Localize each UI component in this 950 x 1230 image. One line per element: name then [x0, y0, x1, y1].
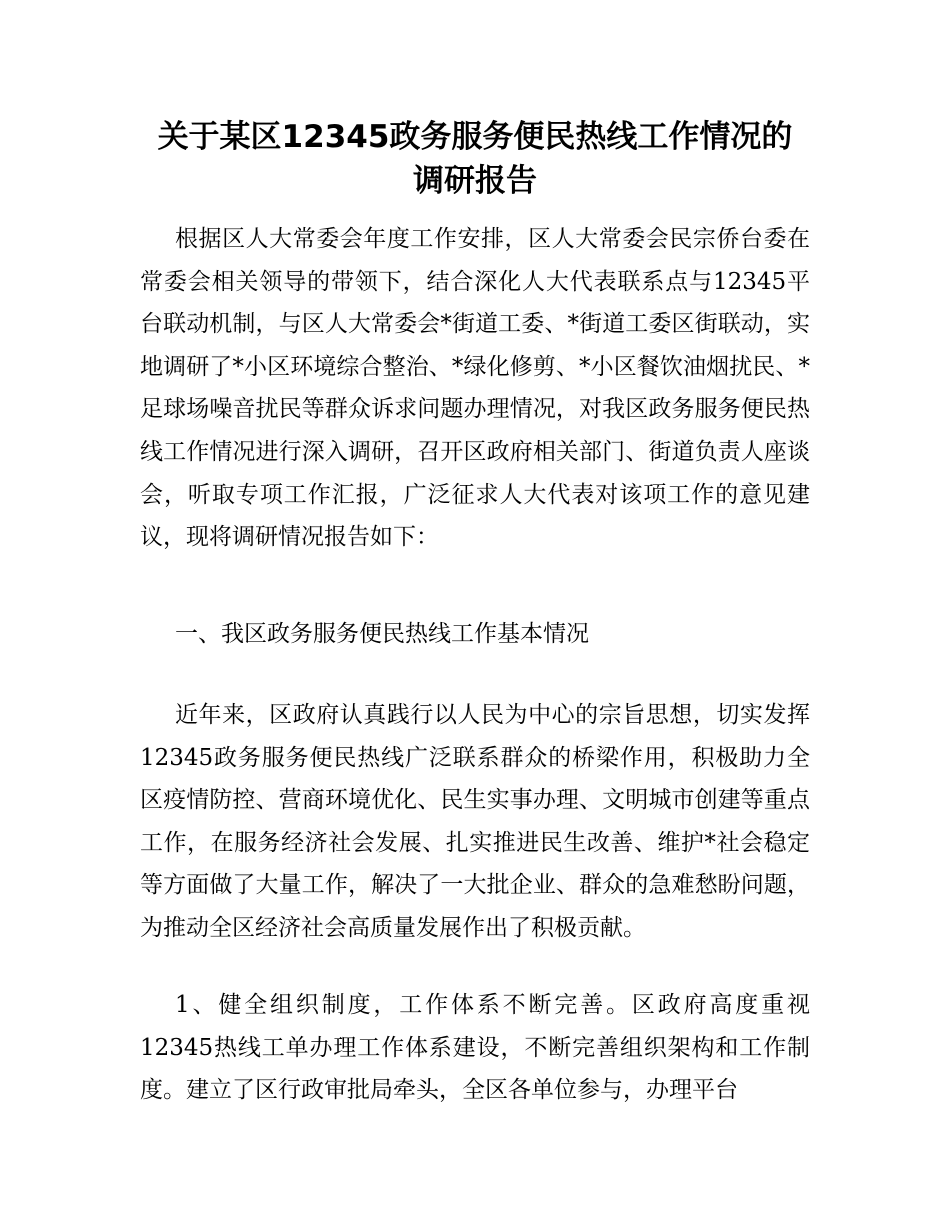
intro-paragraph: 根据区人大常委会年度工作安排，区人大常委会民宗侨台委在常委会相关领导的带领下，结合深化人大代表联系点与12345平台联动机制，与区人大常委会*街道工委、*街道工委区街联动，实地调研了*小区环境综合整治、*绿化修剪、*小区餐饮油烟扰民、*足球场噪音扰民等群众诉求问题办理情况，对我区政务服务便民热线工作情况进行深入调研，召开区政府相关部门、街道负责人座谈会，听取专项工作汇报，广泛征求人大代表对该项工作的意见建议，现将调研情况报告如下：: [140, 226, 810, 551]
section-1-paragraph: 近年来，区政府认真践行以人民为中心的宗旨思想，切实发挥12345政务服务便民热线广泛联系群众的桥梁作用，积极助力全区疫情防控、营商环境优化、民生实事办理、文明城市创建等重点工作，在服务经济社会发展、扎实推进民生改善、维护*社会稳定等方面做了大量工作，解决了一大批企业、群众的急难愁盼问题，为推动全区经济社会高质量发展作出了积极贡献。: [140, 702, 810, 941]
section-heading-1: 一、我区政务服务便民热线工作基本情况: [175, 621, 589, 647]
document-title-line-2: 调研报告: [413, 163, 537, 199]
document-title-line-1: 关于某区12345政务服务便民热线工作情况的: [157, 119, 793, 155]
item-1-paragraph: 1、健全组织制度，工作体系不断完善。区政府高度重视12345热线工单办理工作体系建设，不断完善组织架构和工作制度。建立了区行政审批局牵头，全区各单位参与，办理平台: [140, 992, 810, 1104]
